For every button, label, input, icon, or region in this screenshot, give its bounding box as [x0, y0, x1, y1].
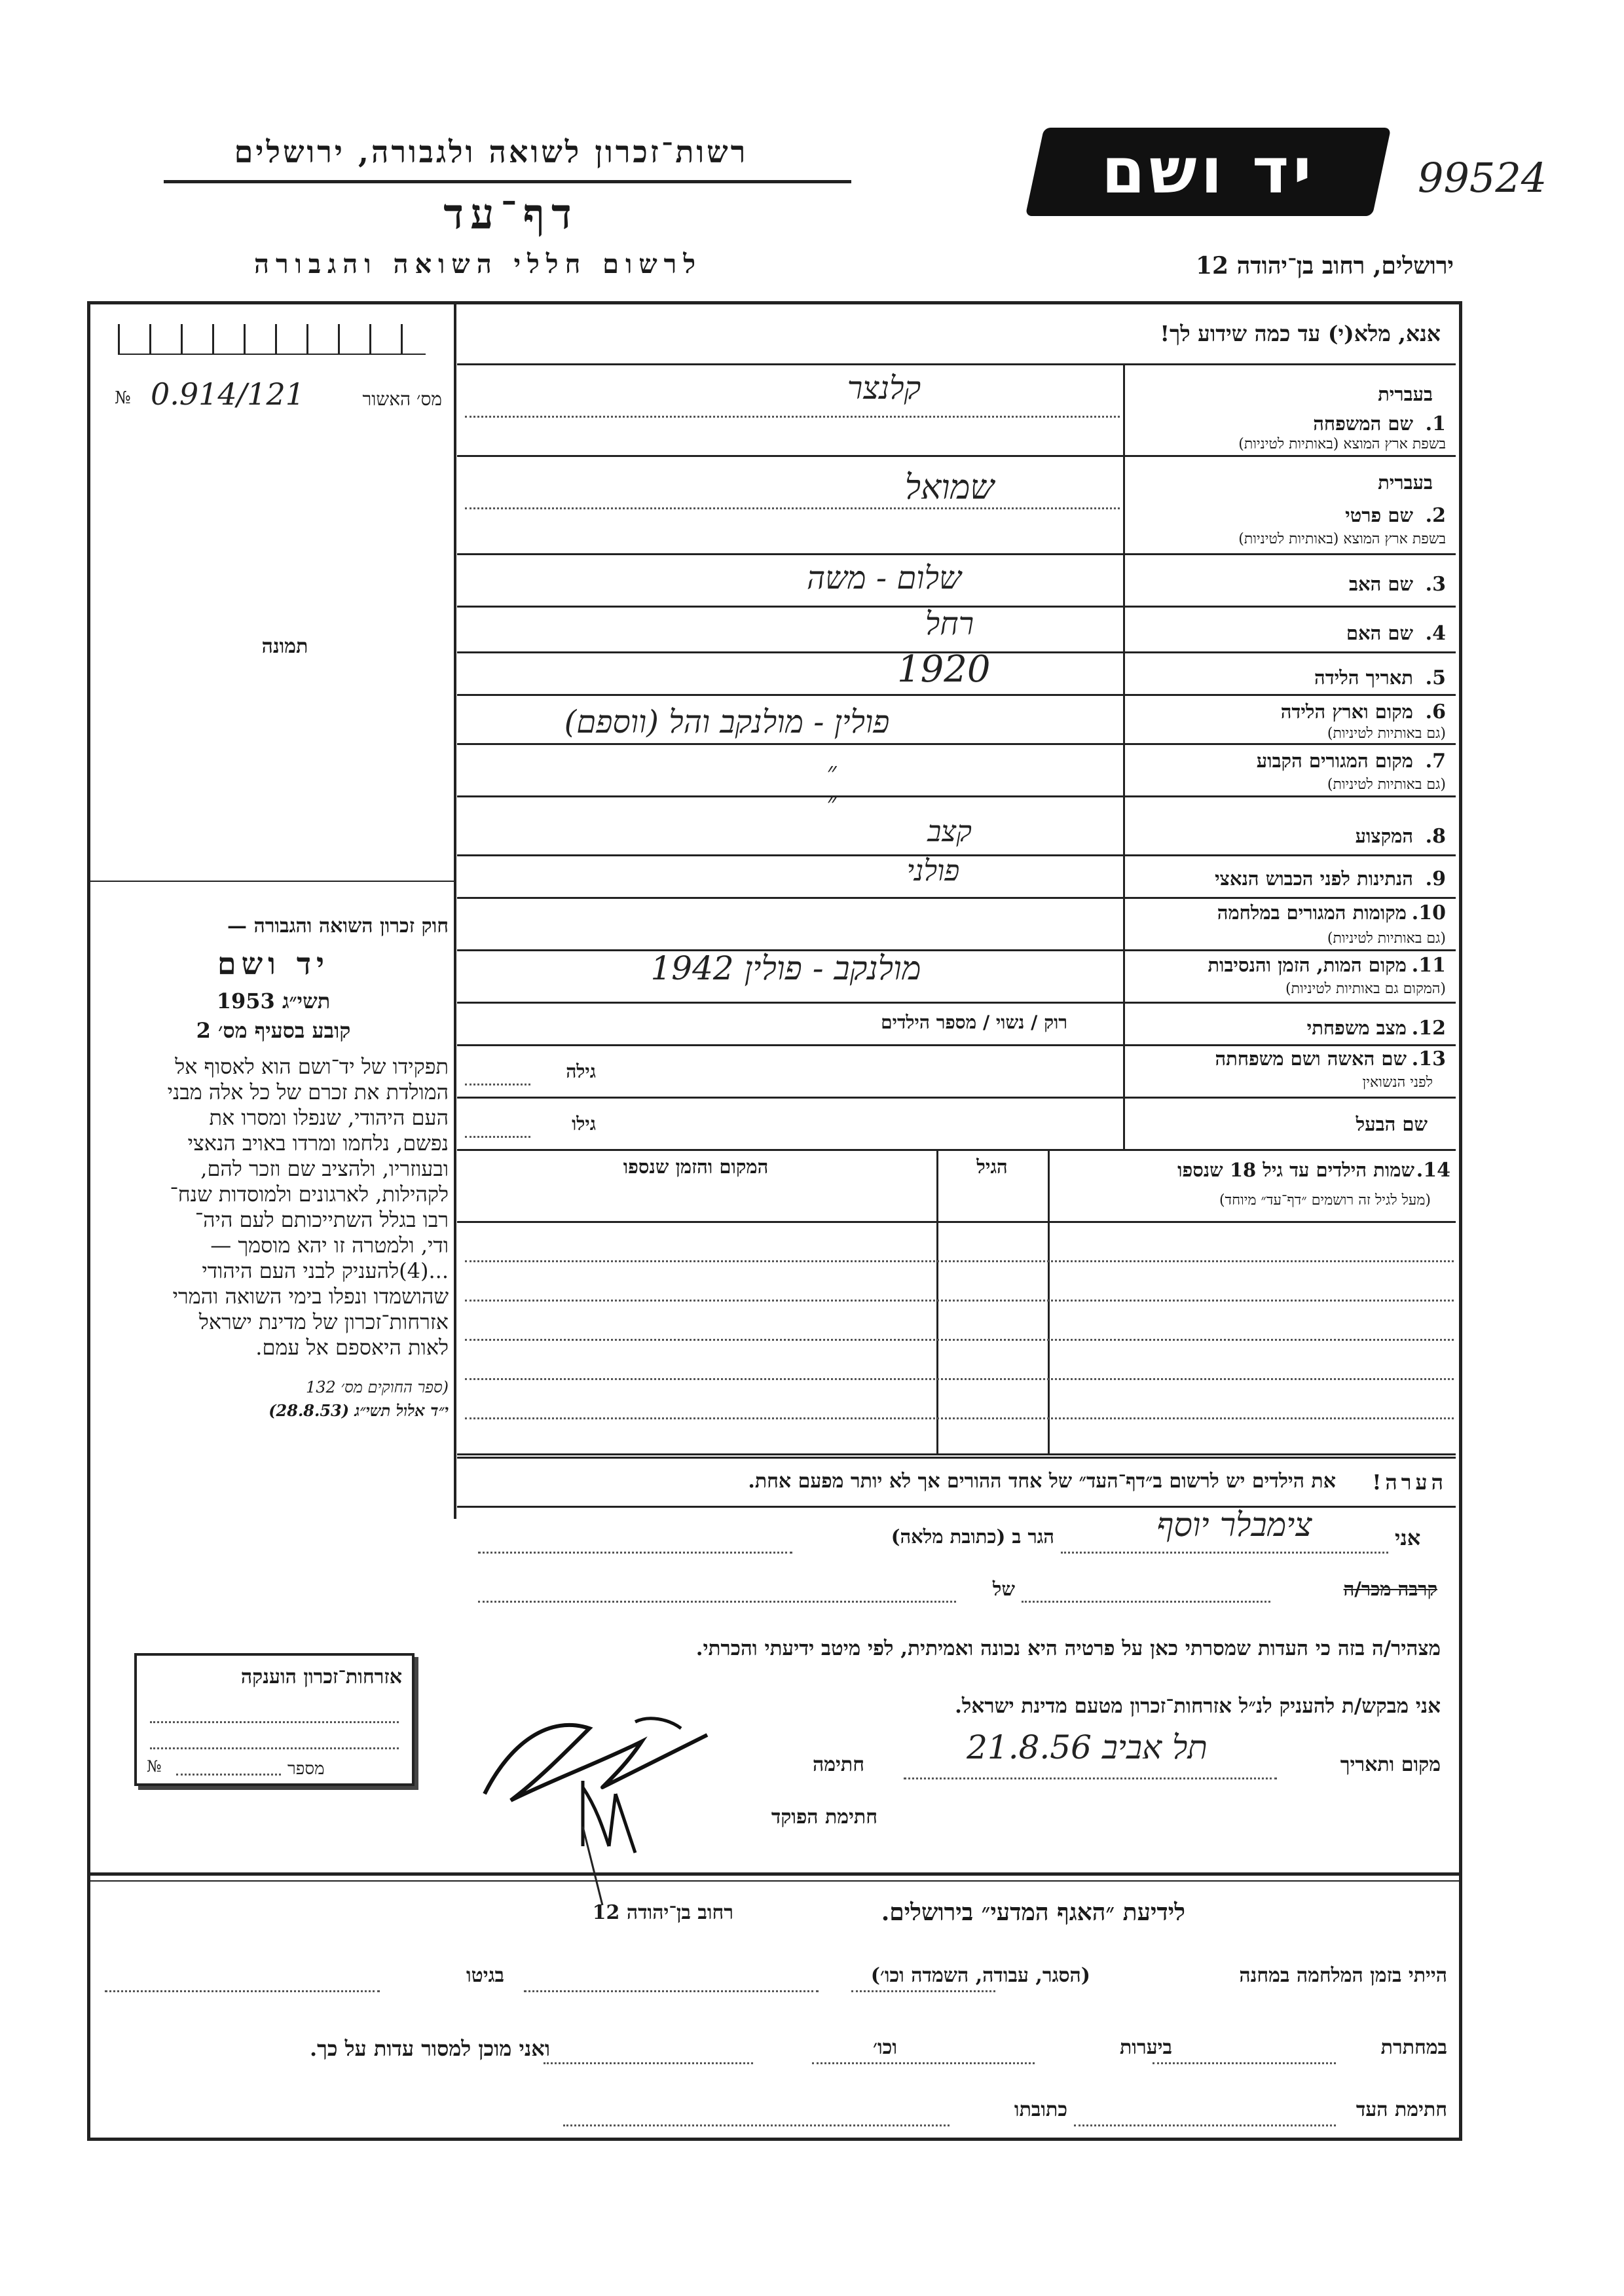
- place-date-value: תל אביב 21.8.56: [967, 1728, 1208, 1766]
- place-date-label: מקום ותאריך: [1340, 1753, 1441, 1776]
- note: הערה! את הילדים יש לרשום ב״דף־העד״ של אחד ההורים אך לא יותר מפעם אחת.: [748, 1470, 1447, 1495]
- declaration-request: אני מבקש/ת להעניק לנ״ל אזרחות־זכרון מטעם מדינת ישראל.: [955, 1694, 1441, 1718]
- field-8-value: קצב: [927, 815, 972, 848]
- husband-age-label: גילו: [572, 1113, 596, 1135]
- field-4-label-group: 4. שם האם: [1346, 622, 1446, 645]
- field-5-label-group: 5. תאריך הלידה: [1314, 666, 1446, 689]
- signature-label: חתימה: [813, 1753, 864, 1776]
- field-9-value: פולני: [906, 854, 960, 888]
- family-status-options: רוק / נשוי / מספר הילדים: [881, 1011, 1067, 1033]
- relation-label: קרבה מכר/ה: [1343, 1578, 1437, 1600]
- form-subtitle: לרשום חללי השואה והגבורה: [253, 249, 703, 280]
- husband-label: שם הבעל: [1356, 1113, 1428, 1135]
- intro-text: אנא, מלא(י) עד כמה שידוע לך!: [1160, 321, 1441, 346]
- field-2-label-group: בעברית 2. שם פרטי בשפת ארץ המוצא (באותיות לטיניות): [1238, 471, 1446, 547]
- approval-tick-row: [118, 324, 426, 355]
- wife-age-label: גילה: [566, 1061, 596, 1082]
- field-8-label-group: 8. המקצוע: [1355, 825, 1446, 848]
- declaration-statement: מצהיר/ה בזה כי העדות שמסרתי כאן על פרטיה היא נכונה ואמיתית, לפי מיטב ידיעתי והכרתי.: [695, 1637, 1441, 1660]
- citizenship-box: אזרחות־זכרון הוענקה № מספר: [134, 1653, 415, 1786]
- field-10-label-group: 10. מקומות המגורים במלחמה (גם באותיות לטיניות): [1217, 902, 1446, 947]
- field-6-value: פולין - מולנקב והל (ווספם): [564, 704, 890, 740]
- footer-line-2: במחתרת ביערות וכו׳ ואני מוכן למסור עדות על כך.: [309, 2036, 1447, 2061]
- field-3-value: שלום - משה: [807, 560, 961, 596]
- law-box: חוק זכרון השואה והגבורה — יד ושם תשי״ג 1953 קובע בסעיף מס׳ 2 תפקידו של יד־ושם הוא לאסוף אל המולדת את זכרם של כל אלה מבני העם היהודי, שנפלו ומסרו את נפשם, נלחמו ומרדו באויב הנאצי ובעוזריו, ולהציב שם וזכר להם, לקהילות, לארגונים ולמוסדות שנח־ רבו בגלל השתייכותם לעם היה־ ודי, ולמטרה זו יהא מוסמך — ...(4)להעניק לבני העם היהודי שהושמדו ונפלו בימי השואה והמרי אזרחות־זכרון של מדינת ישראל לאות היאספם אל עמם. (ספר החוקים מס׳ 132 י״ד אלול תשי״ג (28.8.53): [167, 915, 449, 1420]
- field-7-value: ״ ״: [826, 757, 942, 818]
- header-address: ירושלים, רחוב בן־יהודה 12: [1195, 252, 1454, 280]
- children-header: 14. שמות הילדים עד גיל 18 שנספו (מעל לגיל זה רושמים ״דף־עד״ מיוחד): [1177, 1159, 1450, 1209]
- field-11-label-group: 11. מקום המות, הזמן והנסיבות (המקום גם באותיות לטיניות): [1208, 954, 1446, 997]
- witness-name: צימבלר יוסף: [1156, 1506, 1312, 1544]
- field-3-label-group: 3. שם האב: [1348, 573, 1446, 596]
- address-pointer-line: [570, 1820, 609, 1912]
- relation-of-label: של: [992, 1578, 1015, 1600]
- footer-title: לידיעת ״האגף המדעי״ בירושלים. רחוב בן־יהודה 12: [592, 1899, 1185, 1926]
- archive-number: 99524: [1418, 154, 1547, 202]
- yad-vashem-logo: יד ושם: [1025, 128, 1392, 216]
- children-place-header: המקום והזמן שנספו: [623, 1156, 769, 1178]
- field-6-label-group: 6. מקום וארץ הלידה (גם באותיות לטיניות): [1280, 701, 1446, 742]
- official-label: חתימת הפוקד: [771, 1806, 877, 1829]
- field-9-label-group: 9. הנתינות לפני הכבוש הנאצי: [1215, 867, 1446, 890]
- footer-line-1: הייתי בזמן המלחמה במחנה (הסגר, עבודה, השמדה וכו׳) בגיטו: [466, 1964, 1447, 1987]
- resident-label: הגר ב (כתובת מלאה): [891, 1525, 1054, 1548]
- approval-row: № 0.914/121 מס׳ האשור: [115, 376, 442, 412]
- approval-number: 0.914/121: [151, 376, 304, 412]
- top-organization: רשות־זכרון לשואה ולגבורה, ירושלים: [234, 134, 748, 170]
- field-1-label-group: בעברית 1. שם המשפחה בשפת ארץ המוצא (באותיות לטיניות): [1238, 383, 1446, 452]
- field-1-value: קלנצר: [847, 370, 921, 407]
- field-7-label-group: 7. מקום המגורים הקבוע (גם באותיות לטיניות): [1256, 750, 1446, 793]
- field-5-value: 1920: [897, 648, 991, 691]
- field-2-value: שמואל: [904, 468, 995, 507]
- footer-line-3: חתימת העד כתובתו: [1014, 2098, 1447, 2121]
- form-title: דף־עד: [443, 190, 578, 239]
- field-12-label-group: 12. מצב משפחתי: [1306, 1017, 1446, 1040]
- declaration-ani: אני: [1395, 1525, 1421, 1550]
- children-age-header: הגיל: [976, 1156, 1008, 1178]
- field-13-label-group: 13. שם האשה ושם משפחתה לפני הנשואין: [1215, 1048, 1446, 1091]
- field-11-value: מולנקב - פולין 1942: [650, 949, 921, 987]
- field-4-value: רחל: [925, 606, 974, 642]
- photo-label: תמונה: [261, 635, 308, 658]
